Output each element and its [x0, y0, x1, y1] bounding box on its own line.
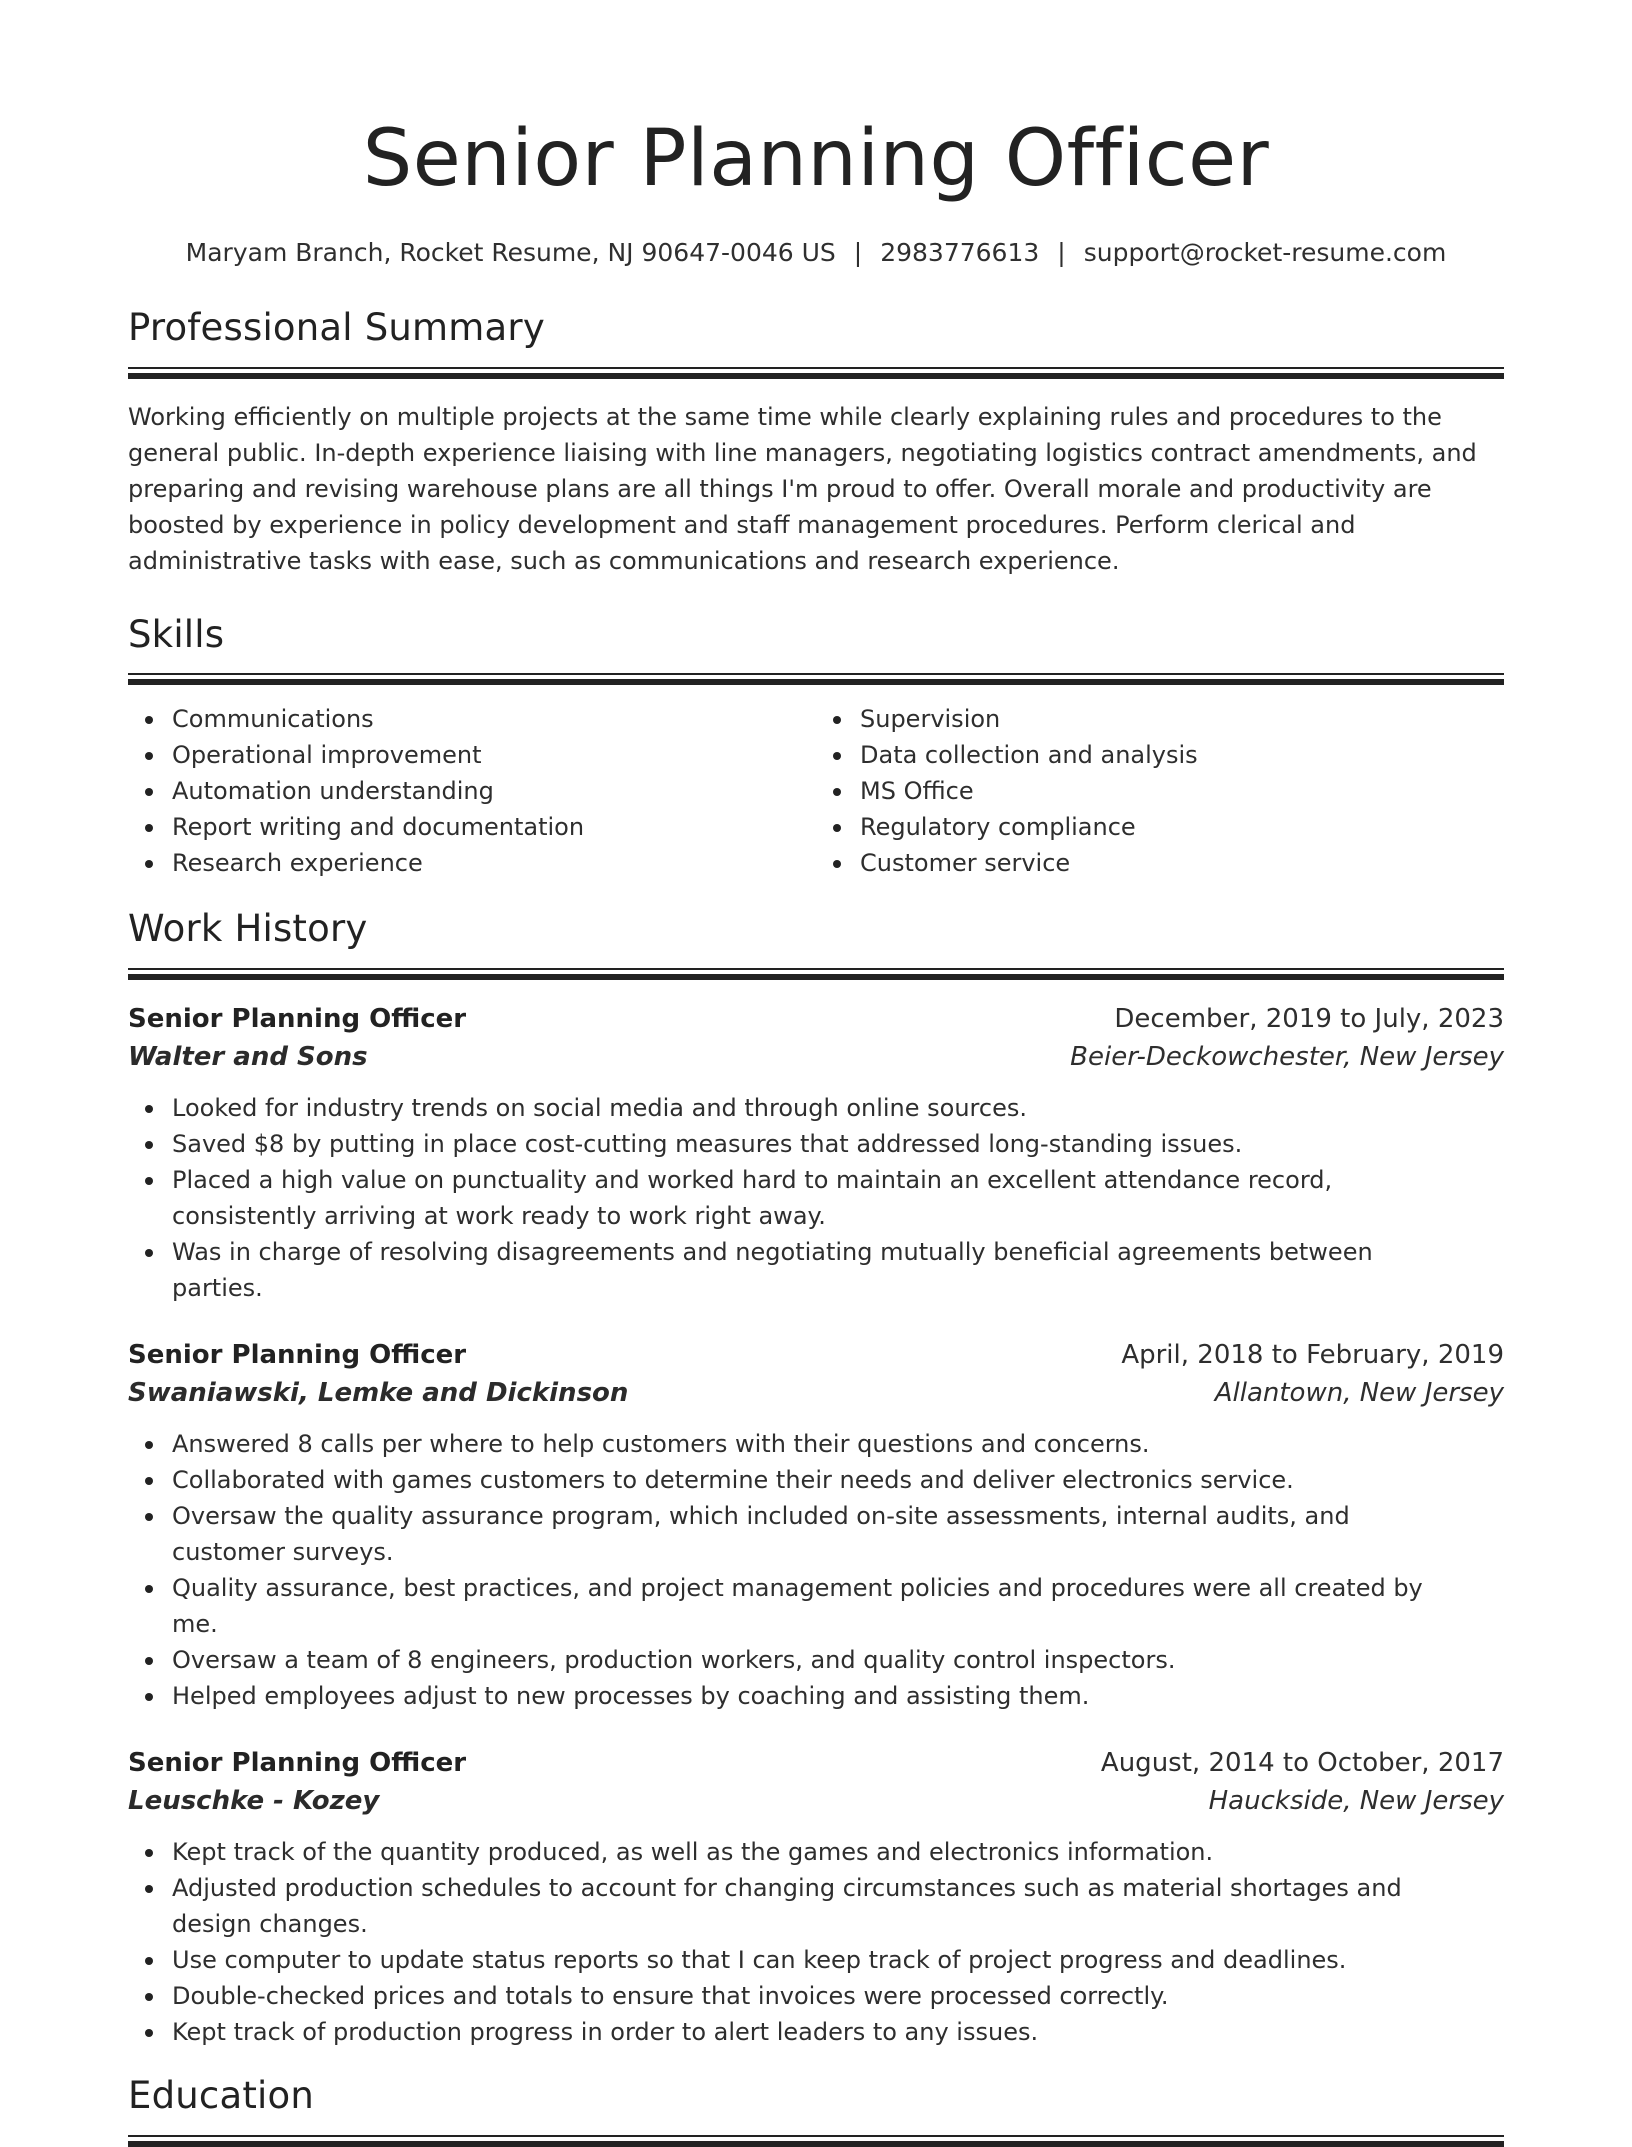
- skill-item: Supervision: [816, 701, 1504, 737]
- skill-item: Communications: [128, 701, 816, 737]
- section-work-history: [128, 909, 1504, 2050]
- section-title-work: Work History: [128, 907, 368, 951]
- job-company: Leuschke - Kozey: [128, 1786, 380, 1817]
- job-entry: [128, 1336, 1504, 1714]
- skills-column-right: [816, 701, 1504, 881]
- job-bullet: Looked for industry trends on social media and through online sources.: [128, 1090, 1504, 1126]
- job-bullet: Oversaw a team of 8 engineers, production workers, and quality control inspectors.: [128, 1642, 1504, 1678]
- contact-phone: 2983776613: [880, 238, 1040, 267]
- job-dates: August, 2014 to October, 2017: [1100, 1748, 1504, 1779]
- section-title-education: Education: [128, 2074, 315, 2118]
- section-rule: [128, 968, 1504, 978]
- job-subheader: [128, 1038, 1504, 1076]
- contact-line: [128, 238, 1504, 268]
- job-header: [128, 1000, 1504, 1038]
- job-bullet: Double-checked prices and totals to ensure that invoices were processed correctly.: [128, 1978, 1504, 2014]
- skill-item: Data collection and analysis: [816, 737, 1504, 773]
- job-bullet: Placed a high value on punctuality and worked hard to maintain an excellent attendance record, consistently arriving at work ready to work right away.: [128, 1162, 1504, 1234]
- job-location: Beier-Deckowchester, New Jersey: [1070, 1042, 1504, 1073]
- contact-email[interactable]: support@rocket-resume.com: [1083, 238, 1447, 267]
- job-header: [128, 1744, 1504, 1782]
- resume-name: Senior Planning Officer: [362, 114, 1270, 204]
- job-title: Senior Planning Officer: [128, 1748, 467, 1779]
- skill-item: Operational improvement: [128, 737, 816, 773]
- job-title: Senior Planning Officer: [128, 1340, 467, 1371]
- skills-column-left: [128, 701, 816, 881]
- job-bullet: Adjusted production schedules to account for changing circumstances such as material shortages and design changes.: [128, 1870, 1504, 1942]
- job-dates: December, 2019 to July, 2023: [1114, 1004, 1504, 1035]
- skills-list: [128, 701, 1504, 881]
- job-bullets: [128, 1090, 1504, 1306]
- job-bullet: Quality assurance, best practices, and project management policies and procedures were all created by me.: [128, 1570, 1504, 1642]
- job-bullet: Collaborated with games customers to determine their needs and deliver electronics service.: [128, 1462, 1504, 1498]
- job-bullet: Answered 8 calls per where to help customers with their questions and concerns.: [128, 1426, 1504, 1462]
- job-bullet: Kept track of production progress in order to alert leaders to any issues.: [128, 2014, 1504, 2050]
- skill-item: Automation understanding: [128, 773, 816, 809]
- section-education: [128, 2076, 1504, 2145]
- job-header: [128, 1336, 1504, 1374]
- skill-item: MS Office: [816, 773, 1504, 809]
- job-company: Swaniawski, Lemke and Dickinson: [128, 1378, 629, 1409]
- section-rule: [128, 367, 1504, 377]
- job-location: Hauckside, New Jersey: [1208, 1786, 1504, 1817]
- job-bullet: Was in charge of resolving disagreements and negotiating mutually beneficial agreements between parties.: [128, 1234, 1504, 1306]
- job-title: Senior Planning Officer: [128, 1004, 467, 1035]
- section-rule: [128, 673, 1504, 683]
- skill-item: Customer service: [816, 845, 1504, 881]
- section-summary: [128, 308, 1504, 579]
- job-entry: [128, 1000, 1504, 1306]
- job-dates: April, 2018 to February, 2019: [1121, 1340, 1504, 1371]
- contact-separator: |: [853, 238, 863, 267]
- job-bullets: [128, 1426, 1504, 1714]
- section-skills: [128, 612, 1504, 882]
- skill-item: Research experience: [128, 845, 816, 881]
- job-bullet: Saved $8 by putting in place cost-cutting measures that addressed long-standing issues.: [128, 1126, 1504, 1162]
- job-location: Allantown, New Jersey: [1214, 1378, 1504, 1409]
- job-bullet: Kept track of the quantity produced, as well as the games and electronics information.: [128, 1834, 1504, 1870]
- job-subheader: [128, 1374, 1504, 1412]
- skill-item: Regulatory compliance: [816, 809, 1504, 845]
- job-entry: [128, 1744, 1504, 2050]
- section-title-summary: Professional Summary: [128, 306, 545, 349]
- skill-item: Report writing and documentation: [128, 809, 816, 845]
- contact-separator: |: [1057, 238, 1066, 267]
- job-bullet: Helped employees adjust to new processes by coaching and assisting them.: [128, 1678, 1504, 1714]
- job-subheader: [128, 1782, 1504, 1820]
- job-bullet: Use computer to update status reports so that I can keep track of project progress and deadlines.: [128, 1942, 1504, 1978]
- summary-text: Working efficiently on multiple projects at the same time while clearly explaining rules and procedures to the general public. In-depth experience liaising with line managers, negotiating logistics contract amendments, and preparing and revising warehouse plans are all things I'm proud to offer. Overall morale and productivity are boosted by experience in policy development and staff management procedures. Perform clerical and administrative tasks with ease, such as communications and research experience.: [128, 402, 1477, 575]
- job-bullet: Oversaw the quality assurance program, which included on-site assessments, internal audits, and customer surveys.: [128, 1498, 1504, 1570]
- section-title-skills: Skills: [128, 612, 225, 656]
- contact-address: Maryam Branch, Rocket Resume, NJ 90647-0046 US: [185, 238, 836, 267]
- job-company: Walter and Sons: [128, 1042, 368, 1073]
- section-rule: [128, 2135, 1504, 2145]
- job-bullets: [128, 1834, 1504, 2050]
